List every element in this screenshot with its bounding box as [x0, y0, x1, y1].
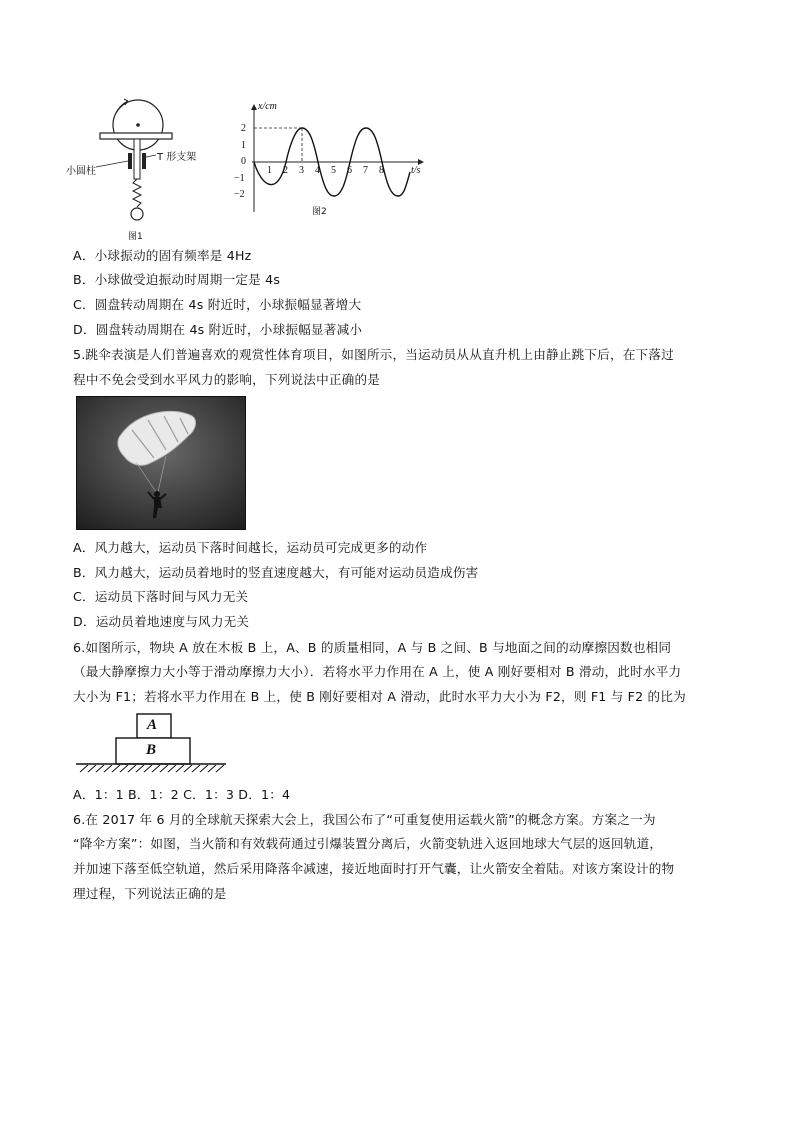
fig2-x-tick: 4: [315, 165, 320, 176]
fig2-x-tick: 2: [283, 165, 288, 176]
q5-stem-line: 程中不免会受到水平风力的影响，下列说法中正确的是: [73, 372, 381, 387]
q5-option-c: C．运动员下落时间与风力无关: [73, 589, 249, 604]
fig2-y-tick: −2: [234, 189, 245, 200]
q6b-stem-line: 6.在 2017 年 6 月的全球航天探索大会上，我国公布了“可重复使用运载火箭”的概念方案。方案之一为: [73, 812, 656, 827]
fig2-y-axis-label: x/cm: [258, 101, 277, 112]
block-b-label: B: [146, 742, 157, 758]
q6a-stem-line: 6.如图所示，物块 A 放在木板 B 上，A、B 的质量相同，A 与 B 之间、B 与地面之间的动摩擦因数也相同: [73, 640, 672, 655]
block-a-label: A: [147, 717, 158, 733]
fig2-y-tick: −1: [234, 173, 245, 184]
q4-option-d: D．圆盘转动周期在 4s 附近时，小球振幅显著减小: [73, 322, 363, 337]
fig2-caption: 图2: [312, 207, 327, 217]
q6b-stem-line: 并加速下落至低空轨道，然后采用降落伞减速，接近地面时打开气囊，让火箭安全着陆。对该方案设计的物: [73, 861, 675, 876]
parachutist-photo: [76, 396, 246, 530]
fig2-x-axis-label: t/s: [411, 165, 421, 176]
fig1-frame-label: T 形支架: [157, 152, 197, 163]
q5-option-d: D．运动员着地速度与风力无关: [73, 614, 250, 629]
fig2-x-tick: 3: [299, 165, 304, 176]
fig1-caption: 图1: [128, 232, 143, 242]
fig2-y-tick: 1: [241, 140, 246, 151]
fig1-cylinder-label: 小圆柱: [66, 166, 96, 177]
q4-option-a: A．小球振动的固有频率是 4Hz: [73, 248, 252, 263]
q4-option-c: C．圆盘转动周期在 4s 附近时，小球振幅显著增大: [73, 297, 362, 312]
fig2-x-tick: 8: [379, 165, 384, 176]
q6a-stem-line: （最大静摩擦力大小等于滑动摩擦力大小）．若将水平力作用在 A 上，使 A 刚好要相对 B 滑动，此时水平力: [73, 664, 682, 679]
q4-option-b: B．小球做受迫振动时周期一定是 4s: [73, 272, 281, 287]
fig2-y-tick: 0: [241, 156, 246, 167]
fig2-x-tick: 1: [267, 165, 272, 176]
q5-option-a: A．风力越大，运动员下落时间越长，运动员可完成更多的动作: [73, 540, 428, 555]
q6a-options: A．1：1 B．1：2 C．1：3 D．1：4: [73, 787, 291, 802]
q5-option-b: B．风力越大，运动员着地时的竖直速度越大，有可能对运动员造成伤害: [73, 565, 479, 580]
fig2-x-tick: 7: [363, 165, 368, 176]
fig2-y-tick: 2: [241, 123, 246, 134]
fig2-x-tick: 6: [347, 165, 352, 176]
q5-stem-line: 5.跳伞表演是人们普遍喜欢的观赏性体育项目，如图所示，当运动员从从直升机上由静止跳下后，在下落过: [73, 347, 674, 362]
q6b-stem-line: “降伞方案”：如图，当火箭和有效载荷通过引爆装置分离后，火箭变轨进入返回地球大气层的返回轨道，: [73, 836, 663, 851]
figure-2-xt-graph: [226, 100, 426, 220]
q6b-stem-line: 理过程，下列说法正确的是: [73, 886, 227, 901]
q6a-stem-line: 大小为 F1；若将水平力作用在 B 上，使 B 刚好要相对 A 滑动，此时水平力大小为 F2，则 F1 与 F2 的比为: [73, 689, 686, 704]
fig2-x-tick: 5: [331, 165, 336, 176]
